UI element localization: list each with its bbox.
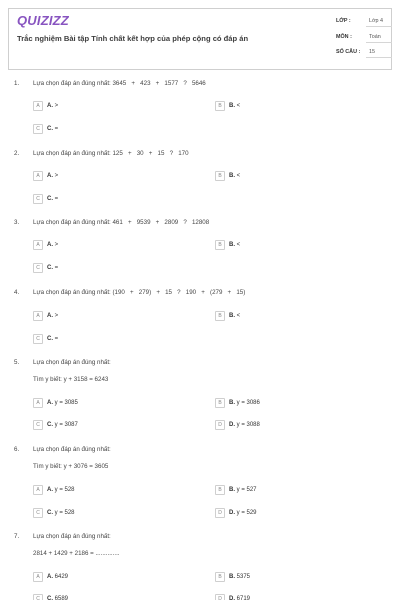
answer-text bbox=[47, 487, 75, 493]
answer-key: B. bbox=[229, 400, 235, 406]
answer-value: 6719 bbox=[235, 596, 251, 600]
answer-value: < bbox=[235, 313, 241, 319]
answer-key: B. bbox=[229, 103, 235, 109]
answer-key: A. bbox=[47, 487, 53, 493]
answer-value: = bbox=[53, 265, 59, 271]
subject-underline bbox=[366, 42, 392, 43]
answer-option-c[interactable] bbox=[33, 194, 58, 204]
answer-value: y = 3085 bbox=[53, 400, 78, 406]
answer-value: y = 3087 bbox=[53, 422, 78, 428]
answer-text bbox=[47, 336, 58, 342]
answer-option-c[interactable] bbox=[33, 420, 78, 430]
question-text: Lựa chọn đáp án đúng nhất: 461 + 9539 + 2809 ? 12808 bbox=[33, 219, 210, 226]
answer-text bbox=[229, 422, 260, 428]
answer-value: > bbox=[53, 103, 59, 109]
question-text: Lựa chọn đáp án đúng nhất: bbox=[33, 446, 111, 453]
answer-key: A. bbox=[47, 400, 53, 406]
answer-value: = bbox=[53, 126, 59, 132]
answer-letter-box[interactable]: A bbox=[33, 171, 43, 181]
answer-text bbox=[229, 510, 257, 516]
answer-key: A. bbox=[47, 173, 53, 179]
answer-value: y = 527 bbox=[235, 487, 257, 493]
answer-text bbox=[47, 400, 78, 406]
answer-text bbox=[47, 242, 58, 248]
answer-option-a[interactable] bbox=[33, 398, 78, 408]
answer-letter-box[interactable]: C bbox=[33, 594, 43, 600]
answer-option-b[interactable] bbox=[215, 485, 257, 495]
answer-value: < bbox=[235, 242, 241, 248]
question-text: Lựa chọn đáp án đúng nhất: (190 + 279) + 15 ? 190 + (279 + 15) bbox=[33, 289, 246, 296]
question-number: 5. bbox=[14, 359, 20, 366]
answer-text bbox=[229, 173, 240, 179]
answer-key: C. bbox=[47, 126, 53, 132]
answer-value: y = 528 bbox=[53, 487, 75, 493]
answer-option-b[interactable] bbox=[215, 398, 260, 408]
answer-value: = bbox=[53, 196, 59, 202]
page-title: Trắc nghiệm Bài tập Tính chất kết hợp của phép cộng có đáp án bbox=[17, 34, 249, 43]
answer-option-a[interactable] bbox=[33, 240, 58, 250]
answer-value: > bbox=[53, 173, 59, 179]
answer-letter-box[interactable]: B bbox=[215, 171, 225, 181]
answer-option-c[interactable] bbox=[33, 334, 58, 344]
question-number: 6. bbox=[14, 446, 20, 453]
answer-value: y = 3088 bbox=[235, 422, 260, 428]
worksheet-header bbox=[8, 8, 392, 70]
answer-option-a[interactable] bbox=[33, 485, 75, 495]
answer-option-b[interactable] bbox=[215, 101, 240, 111]
answer-option-b[interactable] bbox=[215, 572, 250, 582]
subject-value: Toán bbox=[369, 34, 381, 40]
answer-letter-box[interactable]: A bbox=[33, 240, 43, 250]
class-label: LỚP : bbox=[336, 18, 351, 24]
answer-text bbox=[47, 265, 58, 271]
answer-text bbox=[229, 103, 240, 109]
answer-letter-box[interactable]: C bbox=[33, 194, 43, 204]
answer-text bbox=[47, 173, 58, 179]
answer-key: A. bbox=[47, 242, 53, 248]
answer-letter-box[interactable]: B bbox=[215, 485, 225, 495]
answer-key: A. bbox=[47, 103, 53, 109]
answer-letter-box[interactable]: D bbox=[215, 594, 225, 600]
answer-text bbox=[47, 196, 58, 202]
answer-text bbox=[47, 313, 58, 319]
question-text: Lựa chọn đáp án đúng nhất: bbox=[33, 533, 111, 540]
answer-key: B. bbox=[229, 242, 235, 248]
answer-key: C. bbox=[47, 196, 53, 202]
answer-letter-box[interactable]: A bbox=[33, 398, 43, 408]
answer-value: 6589 bbox=[53, 596, 69, 600]
answer-text bbox=[229, 596, 250, 600]
answer-value: 5375 bbox=[235, 574, 251, 580]
answer-text bbox=[47, 422, 78, 428]
question-number: 7. bbox=[14, 533, 20, 540]
answer-value: y = 529 bbox=[235, 510, 257, 516]
answer-option-b[interactable] bbox=[215, 171, 240, 181]
question-number: 3. bbox=[14, 219, 20, 226]
answer-letter-box[interactable]: A bbox=[33, 101, 43, 111]
answer-value: = bbox=[53, 336, 59, 342]
answer-text bbox=[229, 574, 250, 580]
answer-option-a[interactable] bbox=[33, 572, 68, 582]
answer-option-d[interactable] bbox=[215, 508, 257, 518]
question-number: 1. bbox=[14, 80, 20, 87]
answer-letter-box[interactable]: B bbox=[215, 101, 225, 111]
question-subtext: Tìm y biết: y + 3076 = 3605 bbox=[33, 463, 109, 470]
answer-letter-box[interactable]: B bbox=[215, 572, 225, 582]
answer-letter-box[interactable]: C bbox=[33, 263, 43, 273]
subject-label: MÔN : bbox=[336, 34, 352, 40]
answer-key: C. bbox=[47, 336, 53, 342]
answer-text bbox=[47, 574, 68, 580]
answer-key: C. bbox=[47, 510, 53, 516]
question-text: Lựa chọn đáp án đúng nhất: 125 + 30 + 15 ? 170 bbox=[33, 150, 189, 157]
answer-letter-box[interactable]: A bbox=[33, 485, 43, 495]
question-count-label: SỐ CÂU : bbox=[336, 49, 361, 55]
question-subtext: 2814 + 1429 + 2186 = .............. bbox=[33, 550, 120, 557]
question-number: 2. bbox=[14, 150, 20, 157]
class-underline bbox=[366, 26, 392, 27]
answer-option-a[interactable] bbox=[33, 171, 58, 181]
answer-text bbox=[47, 126, 58, 132]
answer-text bbox=[47, 596, 68, 600]
answer-letter-box[interactable]: C bbox=[33, 420, 43, 430]
answer-key: D. bbox=[229, 596, 235, 600]
answer-letter-box[interactable]: A bbox=[33, 572, 43, 582]
answer-value: y = 528 bbox=[53, 510, 75, 516]
answer-key: B. bbox=[229, 173, 235, 179]
answer-value: > bbox=[53, 242, 59, 248]
answer-option-c[interactable] bbox=[33, 594, 68, 600]
answer-option-a[interactable] bbox=[33, 311, 58, 321]
answer-option-a[interactable] bbox=[33, 101, 58, 111]
answer-key: A. bbox=[47, 574, 53, 580]
answer-key: D. bbox=[229, 422, 235, 428]
quizizz-logo: QUIZIZZ bbox=[17, 13, 69, 28]
answer-letter-box[interactable]: C bbox=[33, 124, 43, 134]
answer-value: > bbox=[53, 313, 59, 319]
question-count-underline bbox=[366, 57, 392, 58]
answer-option-c[interactable] bbox=[33, 263, 58, 273]
answer-letter-box[interactable]: A bbox=[33, 311, 43, 321]
answer-key: B. bbox=[229, 574, 235, 580]
answer-key: B. bbox=[229, 313, 235, 319]
question-count-value: 15 bbox=[369, 49, 375, 55]
answer-option-b[interactable] bbox=[215, 311, 240, 321]
answer-option-b[interactable] bbox=[215, 240, 240, 250]
answer-letter-box[interactable]: C bbox=[33, 508, 43, 518]
question-subtext: Tìm y biết: y + 3158 = 6243 bbox=[33, 376, 109, 383]
answer-key: B. bbox=[229, 487, 235, 493]
answer-text bbox=[229, 313, 240, 319]
answer-key: C. bbox=[47, 596, 53, 600]
answer-option-c[interactable] bbox=[33, 124, 58, 134]
answer-key: D. bbox=[229, 510, 235, 516]
answer-letter-box[interactable]: B bbox=[215, 398, 225, 408]
answer-letter-box[interactable]: B bbox=[215, 240, 225, 250]
answer-option-d[interactable] bbox=[215, 420, 260, 430]
answer-letter-box[interactable]: D bbox=[215, 508, 225, 518]
answer-value: < bbox=[235, 103, 241, 109]
answer-letter-box[interactable]: B bbox=[215, 311, 225, 321]
question-text: Lựa chọn đáp án đúng nhất: bbox=[33, 359, 111, 366]
answer-option-c[interactable] bbox=[33, 508, 75, 518]
answer-key: A. bbox=[47, 313, 53, 319]
answer-text bbox=[47, 510, 75, 516]
answer-value: y = 3086 bbox=[235, 400, 260, 406]
class-value: Lớp 4 bbox=[369, 18, 384, 24]
answer-value: 6429 bbox=[53, 574, 69, 580]
answer-text bbox=[229, 400, 260, 406]
answer-letter-box[interactable]: C bbox=[33, 334, 43, 344]
answer-text bbox=[229, 487, 257, 493]
answer-letter-box[interactable]: D bbox=[215, 420, 225, 430]
question-text: Lựa chọn đáp án đúng nhất: 3645 + 423 + 1577 ? 5646 bbox=[33, 80, 206, 87]
answer-option-d[interactable] bbox=[215, 594, 250, 600]
answer-text bbox=[47, 103, 58, 109]
answer-key: C. bbox=[47, 265, 53, 271]
answer-key: C. bbox=[47, 422, 53, 428]
answer-value: < bbox=[235, 173, 241, 179]
question-number: 4. bbox=[14, 289, 20, 296]
answer-text bbox=[229, 242, 240, 248]
